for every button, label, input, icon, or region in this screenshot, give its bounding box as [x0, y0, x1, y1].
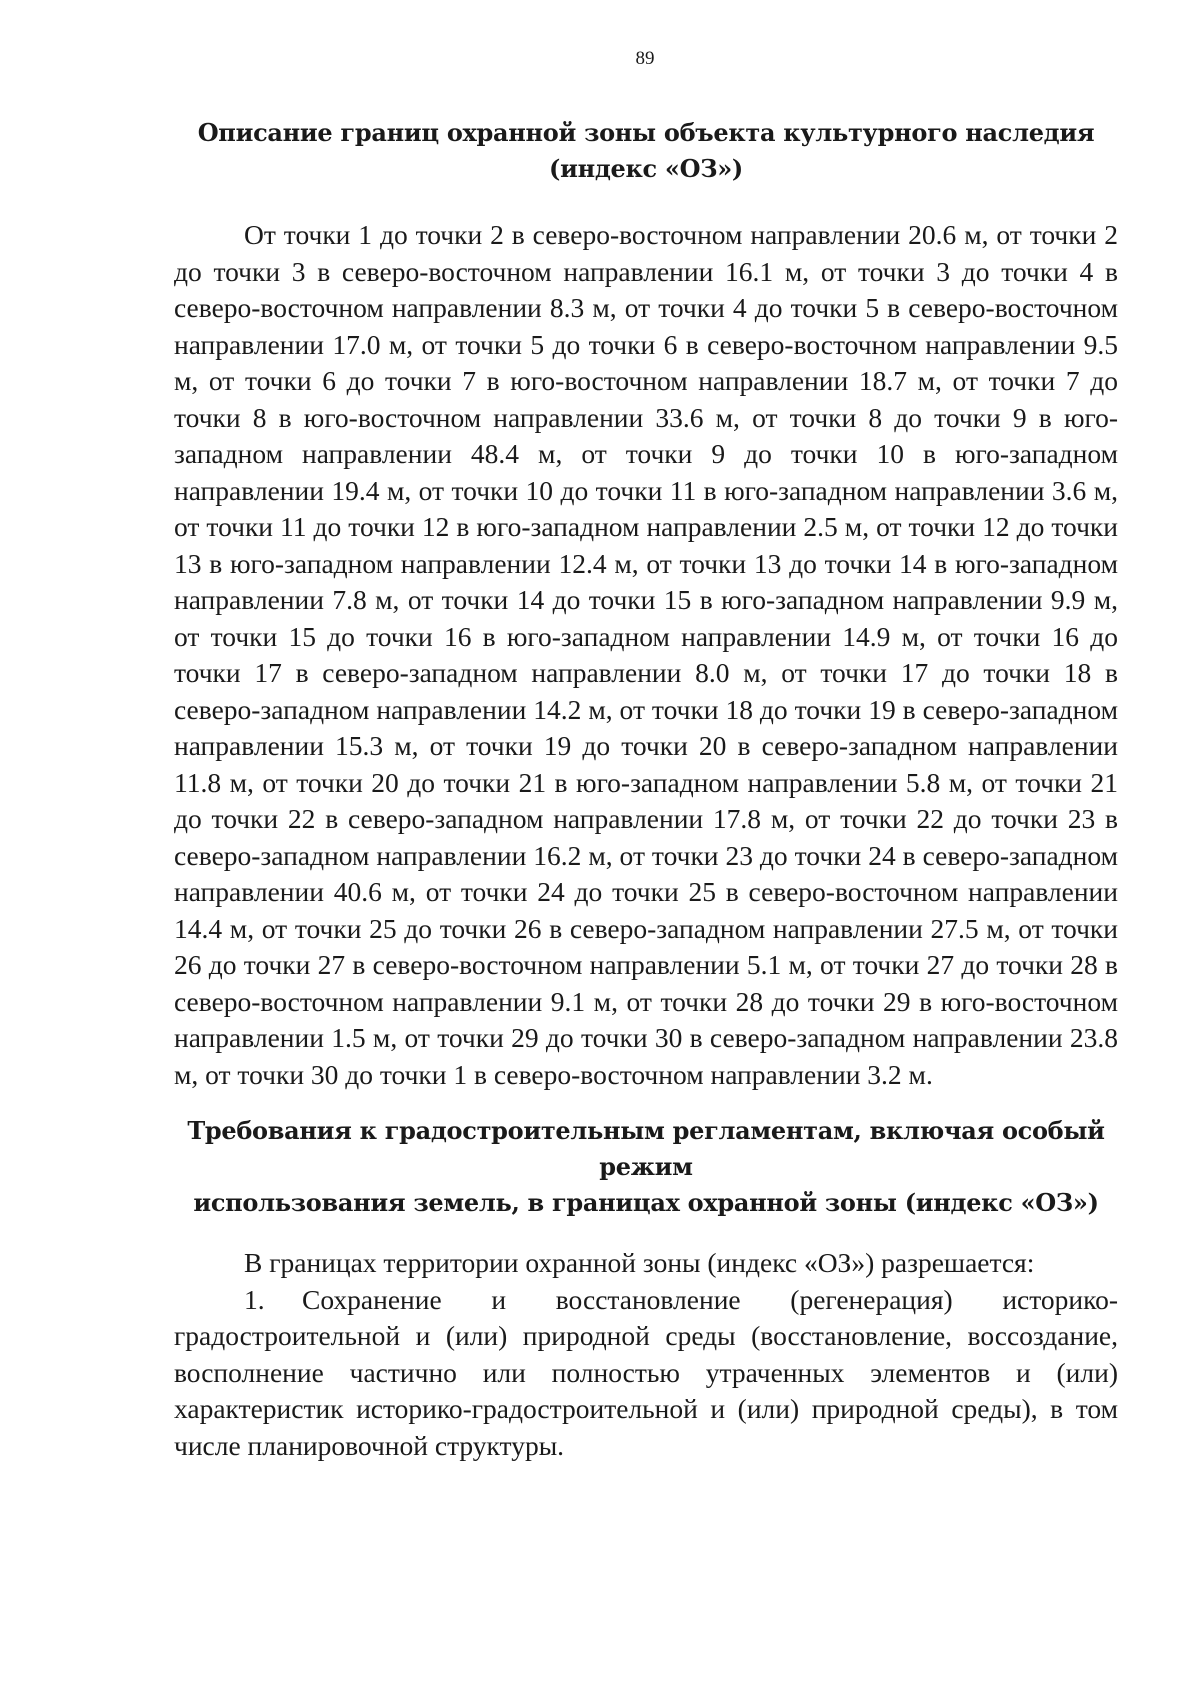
- heading-line: Требования к градостроительным регламентам, включая особый режим: [187, 1116, 1105, 1181]
- list-item: [174, 1282, 1118, 1465]
- heading-line: использования земель, в границах охранной зоны (индекс «ОЗ»): [193, 1188, 1099, 1217]
- section-heading-boundaries: [174, 115, 1118, 187]
- boundary-description-paragraph: От точки 1 до точки 2 в северо-восточном направлении 20.6 м, от точки 2 до точки 3 в северо-восточном направлении 16.1 м, от точки 3 до точки 4 в северо-восточном направлении 8.3 м, от точки 4 до точки 5 в северо-восточном направлении 17.0 м, от точки 5 до точки 6 в северо-восточном направлении 9.5 м, от точки 6 до точки 7 в юго-восточном направлении 18.7 м, от точки 7 до точки 8 в юго-восточном направлении 33.6 м, от точки 8 до точки 9 в юго-западном направлении 48.4 м, от точки 9 до точки 10 в юго-западном направлении 19.4 м, от точки 10 до точки 11 в юго-западном направлении 3.6 м, от точки 11 до точки 12 в юго-западном направлении 2.5 м, от точки 12 до точки 13 в юго-западном направлении 12.4 м, от точки 13 до точки 14 в юго-западном направлении 7.8 м, от точки 14 до точки 15 в юго-западном направлении 9.9 м, от точки 15 до точки 16 в юго-западном направлении 14.9 м, от точки 16 до точки 17 в северо-западном направлении 8.0 м, от точки 17 до точки 18 в северо-западном направлении 14.2 м, от точки 18 до точки 19 в северо-западном направлении 15.3 м, от точки 19 до точки 20 в северо-западном направлении 11.8 м, от точки 20 до точки 21 в юго-западном направлении 5.8 м, от точки 21 до точки 22 в северо-западном направлении 17.8 м, от точки 22 до точки 23 в северо-западном направлении 16.2 м, от точки 23 до точки 24 в северо-западном направлении 40.6 м, от точки 24 до точки 25 в северо-восточном направлении 14.4 м, от точки 25 до точки 26 в северо-западном направлении 27.5 м, от точки 26 до точки 27 в северо-восточном направлении 5.1 м, от точки 27 до точки 28 в северо-восточном направлении 9.1 м, от точки 28 до точки 29 в юго-восточном направлении 1.5 м, от точки 29 до точки 30 в северо-западном направлении 23.8 м, от точки 30 до точки 1 в северо-восточном направлении 3.2 м.: [174, 219, 1118, 1090]
- list-item-number: 1.: [244, 1283, 265, 1315]
- page-content: [174, 115, 1118, 1464]
- page-number: 89: [635, 48, 655, 69]
- heading-line: (индекс «ОЗ»): [549, 154, 743, 183]
- list-item-text: Сохранение и восстановление (регенерация) историко-градостроительной и (или) природной среды (восстановление, воссоздание, восполнение частично или полностью утраченных элементов и (или) характеристик историко-градостроительной и (или) природной среды), в том числе планировочной структуры.: [174, 1283, 1118, 1461]
- section-heading-requirements: [174, 1113, 1118, 1221]
- requirements-intro-paragraph: В границах территории охранной зоны (индекс «ОЗ») разрешается:: [244, 1247, 1035, 1278]
- heading-line: Описание границ охранной зоны объекта культурного наследия: [197, 118, 1095, 147]
